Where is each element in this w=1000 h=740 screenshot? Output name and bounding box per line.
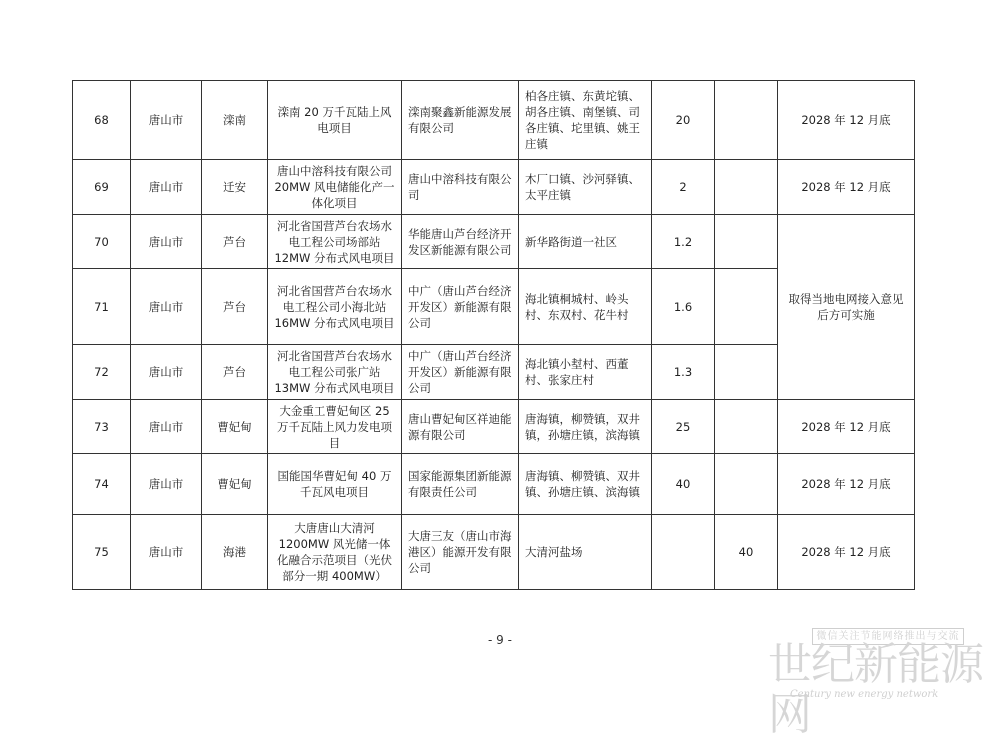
project-table bbox=[72, 80, 915, 590]
county-cell: 滦南 bbox=[202, 81, 268, 160]
location-cell: 新华路街道一社区 bbox=[519, 215, 652, 269]
city-cell: 唐山市 bbox=[131, 454, 202, 515]
watermark-subtitle: 微信关注节能网络推出与交流 bbox=[812, 628, 964, 645]
table-row bbox=[73, 454, 915, 515]
completion-time-cell: 2028 年 12 月底 bbox=[778, 515, 915, 590]
location-cell: 唐海镇、柳赞镇、双井镇、孙塘庄镇、滨海镇 bbox=[519, 454, 652, 515]
company-cell: 唐山曹妃甸区祥迪能源有限公司 bbox=[402, 400, 519, 454]
completion-time-cell: 2028 年 12 月底 bbox=[778, 400, 915, 454]
location-cell: 大清河盐场 bbox=[519, 515, 652, 590]
project-name-cell: 大唐唐山大清河 1200MW 风光储一体化融合示范项目（光伏部分一期 400MW） bbox=[268, 515, 402, 590]
table-row bbox=[73, 215, 915, 269]
row-number: 69 bbox=[73, 160, 131, 215]
completion-time-cell: 2028 年 12 月底 bbox=[778, 81, 915, 160]
project-name-cell: 河北省国营芦台农场水电工程公司场部站 12MW 分布式风电项目 bbox=[268, 215, 402, 269]
page-number: - 9 - bbox=[488, 633, 512, 647]
location-cell: 唐海镇，柳赞镇，双井镇，孙塘庄镇，滨海镇 bbox=[519, 400, 652, 454]
capacity-extra-cell bbox=[715, 454, 778, 515]
completion-time-cell: 2028 年 12 月底 bbox=[778, 160, 915, 215]
row-number: 72 bbox=[73, 345, 131, 400]
capacity-cell: 20 bbox=[652, 81, 715, 160]
capacity-cell: 1.3 bbox=[652, 345, 715, 400]
row-number: 71 bbox=[73, 269, 131, 345]
company-cell: 大唐三友（唐山市海港区）能源开发有限公司 bbox=[402, 515, 519, 590]
county-cell: 芦台 bbox=[202, 215, 268, 269]
table-row bbox=[73, 160, 915, 215]
watermark-english: Century new energy network bbox=[790, 689, 939, 700]
city-cell: 唐山市 bbox=[131, 160, 202, 215]
table-row bbox=[73, 515, 915, 590]
city-cell: 唐山市 bbox=[131, 400, 202, 454]
capacity-extra-cell bbox=[715, 215, 778, 269]
county-cell: 海港 bbox=[202, 515, 268, 590]
company-cell: 滦南聚鑫新能源发展有限公司 bbox=[402, 81, 519, 160]
capacity-cell: 1.6 bbox=[652, 269, 715, 345]
row-number: 75 bbox=[73, 515, 131, 590]
company-cell: 中广（唐山芦台经济开发区）新能源有限公司 bbox=[402, 345, 519, 400]
city-cell: 唐山市 bbox=[131, 215, 202, 269]
merged-note-cell: 取得当地电网接入意见后方可实施 bbox=[778, 215, 915, 400]
capacity-extra-cell bbox=[715, 269, 778, 345]
capacity-extra-cell bbox=[715, 400, 778, 454]
county-cell: 芦台 bbox=[202, 345, 268, 400]
watermark-logo: 世纪新能源网 bbox=[768, 639, 983, 740]
table-row bbox=[73, 400, 915, 454]
county-cell: 曹妃甸 bbox=[202, 454, 268, 515]
project-name-cell: 河北省国营芦台农场水电工程公司小海北站 16MW 分布式风电项目 bbox=[268, 269, 402, 345]
table-row bbox=[73, 81, 915, 160]
capacity-extra-cell bbox=[715, 345, 778, 400]
project-name-cell: 唐山中溶科技有限公司 20MW 风电储能化产一体化项目 bbox=[268, 160, 402, 215]
company-cell: 华能唐山芦台经济开发区新能源有限公司 bbox=[402, 215, 519, 269]
row-number: 74 bbox=[73, 454, 131, 515]
county-cell: 芦台 bbox=[202, 269, 268, 345]
project-name-cell: 滦南 20 万千瓦陆上风电项目 bbox=[268, 81, 402, 160]
location-cell: 木厂口镇、沙河驿镇、太平庄镇 bbox=[519, 160, 652, 215]
city-cell: 唐山市 bbox=[131, 81, 202, 160]
capacity-extra-cell bbox=[715, 160, 778, 215]
project-name-cell: 大金重工曹妃甸区 25 万千瓦陆上风力发电项目 bbox=[268, 400, 402, 454]
location-cell: 海北镇桐城村、岭头村、东双村、花牛村 bbox=[519, 269, 652, 345]
city-cell: 唐山市 bbox=[131, 269, 202, 345]
company-cell: 中广（唐山芦台经济开发区）新能源有限公司 bbox=[402, 269, 519, 345]
capacity-extra-cell: 40 bbox=[715, 515, 778, 590]
company-cell: 国家能源集团新能源有限责任公司 bbox=[402, 454, 519, 515]
capacity-cell: 25 bbox=[652, 400, 715, 454]
capacity-cell: 2 bbox=[652, 160, 715, 215]
county-cell: 迁安 bbox=[202, 160, 268, 215]
row-number: 73 bbox=[73, 400, 131, 454]
capacity-extra-cell bbox=[715, 81, 778, 160]
company-cell: 唐山中溶科技有限公司 bbox=[402, 160, 519, 215]
completion-time-cell: 2028 年 12 月底 bbox=[778, 454, 915, 515]
project-name-cell: 国能国华曹妃甸 40 万千瓦风电项目 bbox=[268, 454, 402, 515]
row-number: 70 bbox=[73, 215, 131, 269]
capacity-cell: 1.2 bbox=[652, 215, 715, 269]
county-cell: 曹妃甸 bbox=[202, 400, 268, 454]
city-cell: 唐山市 bbox=[131, 345, 202, 400]
capacity-cell: 40 bbox=[652, 454, 715, 515]
location-cell: 海北镇小堼村、西董村、张家庄村 bbox=[519, 345, 652, 400]
project-name-cell: 河北省国营芦台农场水电工程公司张广站 13MW 分布式风电项目 bbox=[268, 345, 402, 400]
location-cell: 柏各庄镇、东黄坨镇、胡各庄镇、南堡镇、司各庄镇、坨里镇、姚王庄镇 bbox=[519, 81, 652, 160]
row-number: 68 bbox=[73, 81, 131, 160]
capacity-cell bbox=[652, 515, 715, 590]
city-cell: 唐山市 bbox=[131, 515, 202, 590]
